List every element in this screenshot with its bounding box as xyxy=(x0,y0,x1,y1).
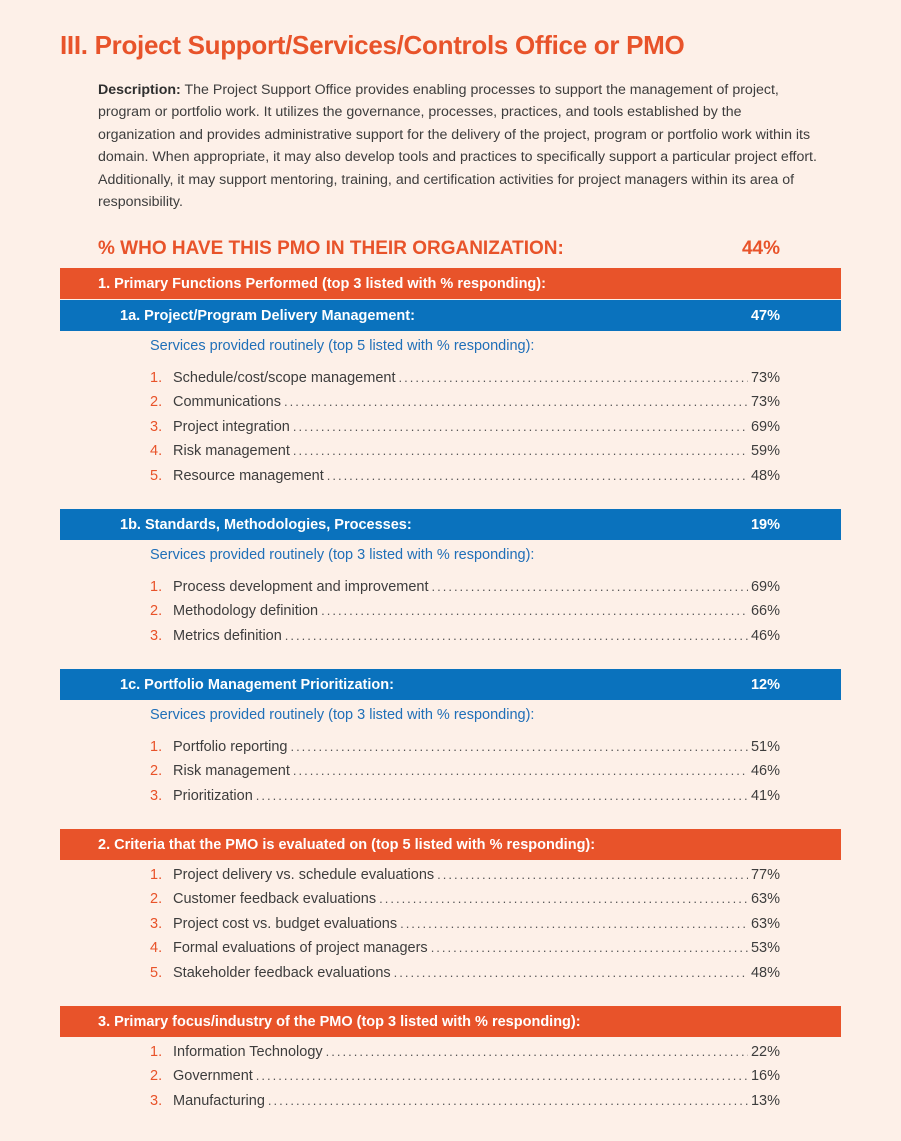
item-value: 41% xyxy=(750,788,780,804)
dot-leader xyxy=(256,788,748,803)
dot-leader xyxy=(326,1044,748,1059)
item-value: 53% xyxy=(750,940,780,956)
item-number: 3. xyxy=(150,628,163,644)
item-value: 63% xyxy=(750,891,780,907)
dot-leader xyxy=(398,370,747,385)
item-number: 2. xyxy=(150,394,163,410)
item-number: 1. xyxy=(150,370,163,386)
list-item xyxy=(150,1068,780,1088)
list-item xyxy=(150,603,780,623)
dot-leader xyxy=(284,394,748,409)
description-text: The Project Support Office provides enabling processes to support the management of project, program or portfolio work. It utilizes the governance, processes, practices, and tools established by the organization and provides administrative support for the delivery of the project, program or portfolio work within its domain. When appropriate, it may also develop tools and practices to specifically support a particular project effort. Additionally, it may support mentoring, training, and certification activities for project managers within its area of responsibility. xyxy=(98,82,817,211)
dot-leader xyxy=(256,1068,748,1083)
item-label: Customer feedback evaluations xyxy=(173,891,377,907)
section-1b-title: 1b. Standards, Methodologies, Processes: xyxy=(120,516,412,533)
section-1a-services-label: Services provided routinely (top 5 listed with % responding): xyxy=(150,338,535,354)
item-value: 46% xyxy=(750,763,780,779)
section-2-header: 2. Criteria that the PMO is evaluated on (top 5 listed with % responding): xyxy=(60,829,841,860)
section-1b-value: 19% xyxy=(750,516,780,533)
list-item xyxy=(150,788,780,808)
item-label: Project cost vs. budget evaluations xyxy=(173,916,398,932)
dot-leader xyxy=(285,628,748,643)
list-item xyxy=(150,579,780,599)
section-1c-value: 12% xyxy=(750,676,780,693)
section-1c-title: 1c. Portfolio Management Prioritization: xyxy=(120,676,394,693)
item-number: 2. xyxy=(150,603,163,619)
list-item xyxy=(150,739,780,759)
item-value: 66% xyxy=(750,603,780,619)
item-label: Formal evaluations of project managers xyxy=(173,940,428,956)
item-number: 2. xyxy=(150,1068,163,1084)
dot-leader xyxy=(321,603,748,618)
item-number: 4. xyxy=(150,940,163,956)
list-item xyxy=(150,867,780,887)
item-number: 5. xyxy=(150,468,163,484)
dot-leader xyxy=(379,891,748,906)
item-label: Project integration xyxy=(173,419,290,435)
item-label: Portfolio reporting xyxy=(173,739,288,755)
dot-leader xyxy=(293,763,748,778)
section-1-header: 1. Primary Functions Performed (top 3 listed with % responding): xyxy=(60,268,841,299)
item-label: Stakeholder feedback evaluations xyxy=(173,965,391,981)
organization-percentage-label: % WHO HAVE THIS PMO IN THEIR ORGANIZATION: xyxy=(98,238,564,259)
list-item xyxy=(150,891,780,911)
item-value: 46% xyxy=(750,628,780,644)
item-value: 69% xyxy=(750,419,780,435)
section-3-header: 3. Primary focus/industry of the PMO (top 3 listed with % responding): xyxy=(60,1006,841,1037)
list-item xyxy=(150,468,780,488)
organization-percentage xyxy=(98,238,780,260)
item-value: 69% xyxy=(750,579,780,595)
section-1a-title: 1a. Project/Program Delivery Management: xyxy=(120,307,415,324)
item-value: 73% xyxy=(750,370,780,386)
item-label: Information Technology xyxy=(173,1044,323,1060)
dot-leader xyxy=(394,965,748,980)
list-item xyxy=(150,763,780,783)
dot-leader xyxy=(268,1093,748,1108)
item-number: 3. xyxy=(150,1093,163,1109)
item-label: Resource management xyxy=(173,468,324,484)
item-label: Process development and improvement xyxy=(173,579,429,595)
dot-leader xyxy=(432,579,748,594)
item-number: 1. xyxy=(150,579,163,595)
item-value: 22% xyxy=(750,1044,780,1060)
item-value: 51% xyxy=(750,739,780,755)
description-label: Description: xyxy=(98,82,181,98)
section-1b-header xyxy=(60,509,841,540)
item-value: 63% xyxy=(750,916,780,932)
section-1a-value: 47% xyxy=(750,307,780,324)
item-value: 13% xyxy=(750,1093,780,1109)
list-item xyxy=(150,1093,780,1113)
list-item xyxy=(150,394,780,414)
item-label: Prioritization xyxy=(173,788,253,804)
item-label: Project delivery vs. schedule evaluations xyxy=(173,867,435,883)
dot-leader xyxy=(437,867,748,882)
item-label: Risk management xyxy=(173,763,290,779)
item-number: 3. xyxy=(150,419,163,435)
list-item xyxy=(150,370,780,390)
section-1c-header xyxy=(60,669,841,700)
dot-leader xyxy=(327,468,748,483)
organization-percentage-value: 44% xyxy=(741,238,780,259)
item-label: Communications xyxy=(173,394,281,410)
item-number: 5. xyxy=(150,965,163,981)
item-value: 16% xyxy=(750,1068,780,1084)
dot-leader xyxy=(400,916,748,931)
dot-leader xyxy=(293,419,748,434)
item-number: 2. xyxy=(150,763,163,779)
item-label: Methodology definition xyxy=(173,603,319,619)
description xyxy=(98,79,818,213)
item-value: 59% xyxy=(750,443,780,459)
section-1c-services-label: Services provided routinely (top 3 listed with % responding): xyxy=(150,707,535,723)
dot-leader xyxy=(431,940,748,955)
item-number: 2. xyxy=(150,891,163,907)
item-label: Schedule/cost/scope management xyxy=(173,370,396,386)
dot-leader xyxy=(293,443,748,458)
item-number: 1. xyxy=(150,739,163,755)
section-1a-header xyxy=(60,300,841,331)
item-label: Manufacturing xyxy=(173,1093,265,1109)
section-1b-services-label: Services provided routinely (top 3 listed with % responding): xyxy=(150,547,535,563)
list-item xyxy=(150,628,780,648)
item-value: 48% xyxy=(750,468,780,484)
list-item xyxy=(150,965,780,985)
item-number: 1. xyxy=(150,867,163,883)
item-number: 4. xyxy=(150,443,163,459)
item-number: 3. xyxy=(150,788,163,804)
list-item xyxy=(150,443,780,463)
item-number: 3. xyxy=(150,916,163,932)
list-item xyxy=(150,940,780,960)
list-item xyxy=(150,1044,780,1064)
item-number: 1. xyxy=(150,1044,163,1060)
list-item xyxy=(150,916,780,936)
item-label: Government xyxy=(173,1068,253,1084)
list-item xyxy=(150,419,780,439)
page-title: III. Project Support/Services/Controls Office or PMO xyxy=(60,30,685,60)
item-value: 48% xyxy=(750,965,780,981)
item-label: Risk management xyxy=(173,443,290,459)
item-value: 73% xyxy=(750,394,780,410)
item-label: Metrics definition xyxy=(173,628,282,644)
item-value: 77% xyxy=(750,867,780,883)
dot-leader xyxy=(290,739,748,754)
